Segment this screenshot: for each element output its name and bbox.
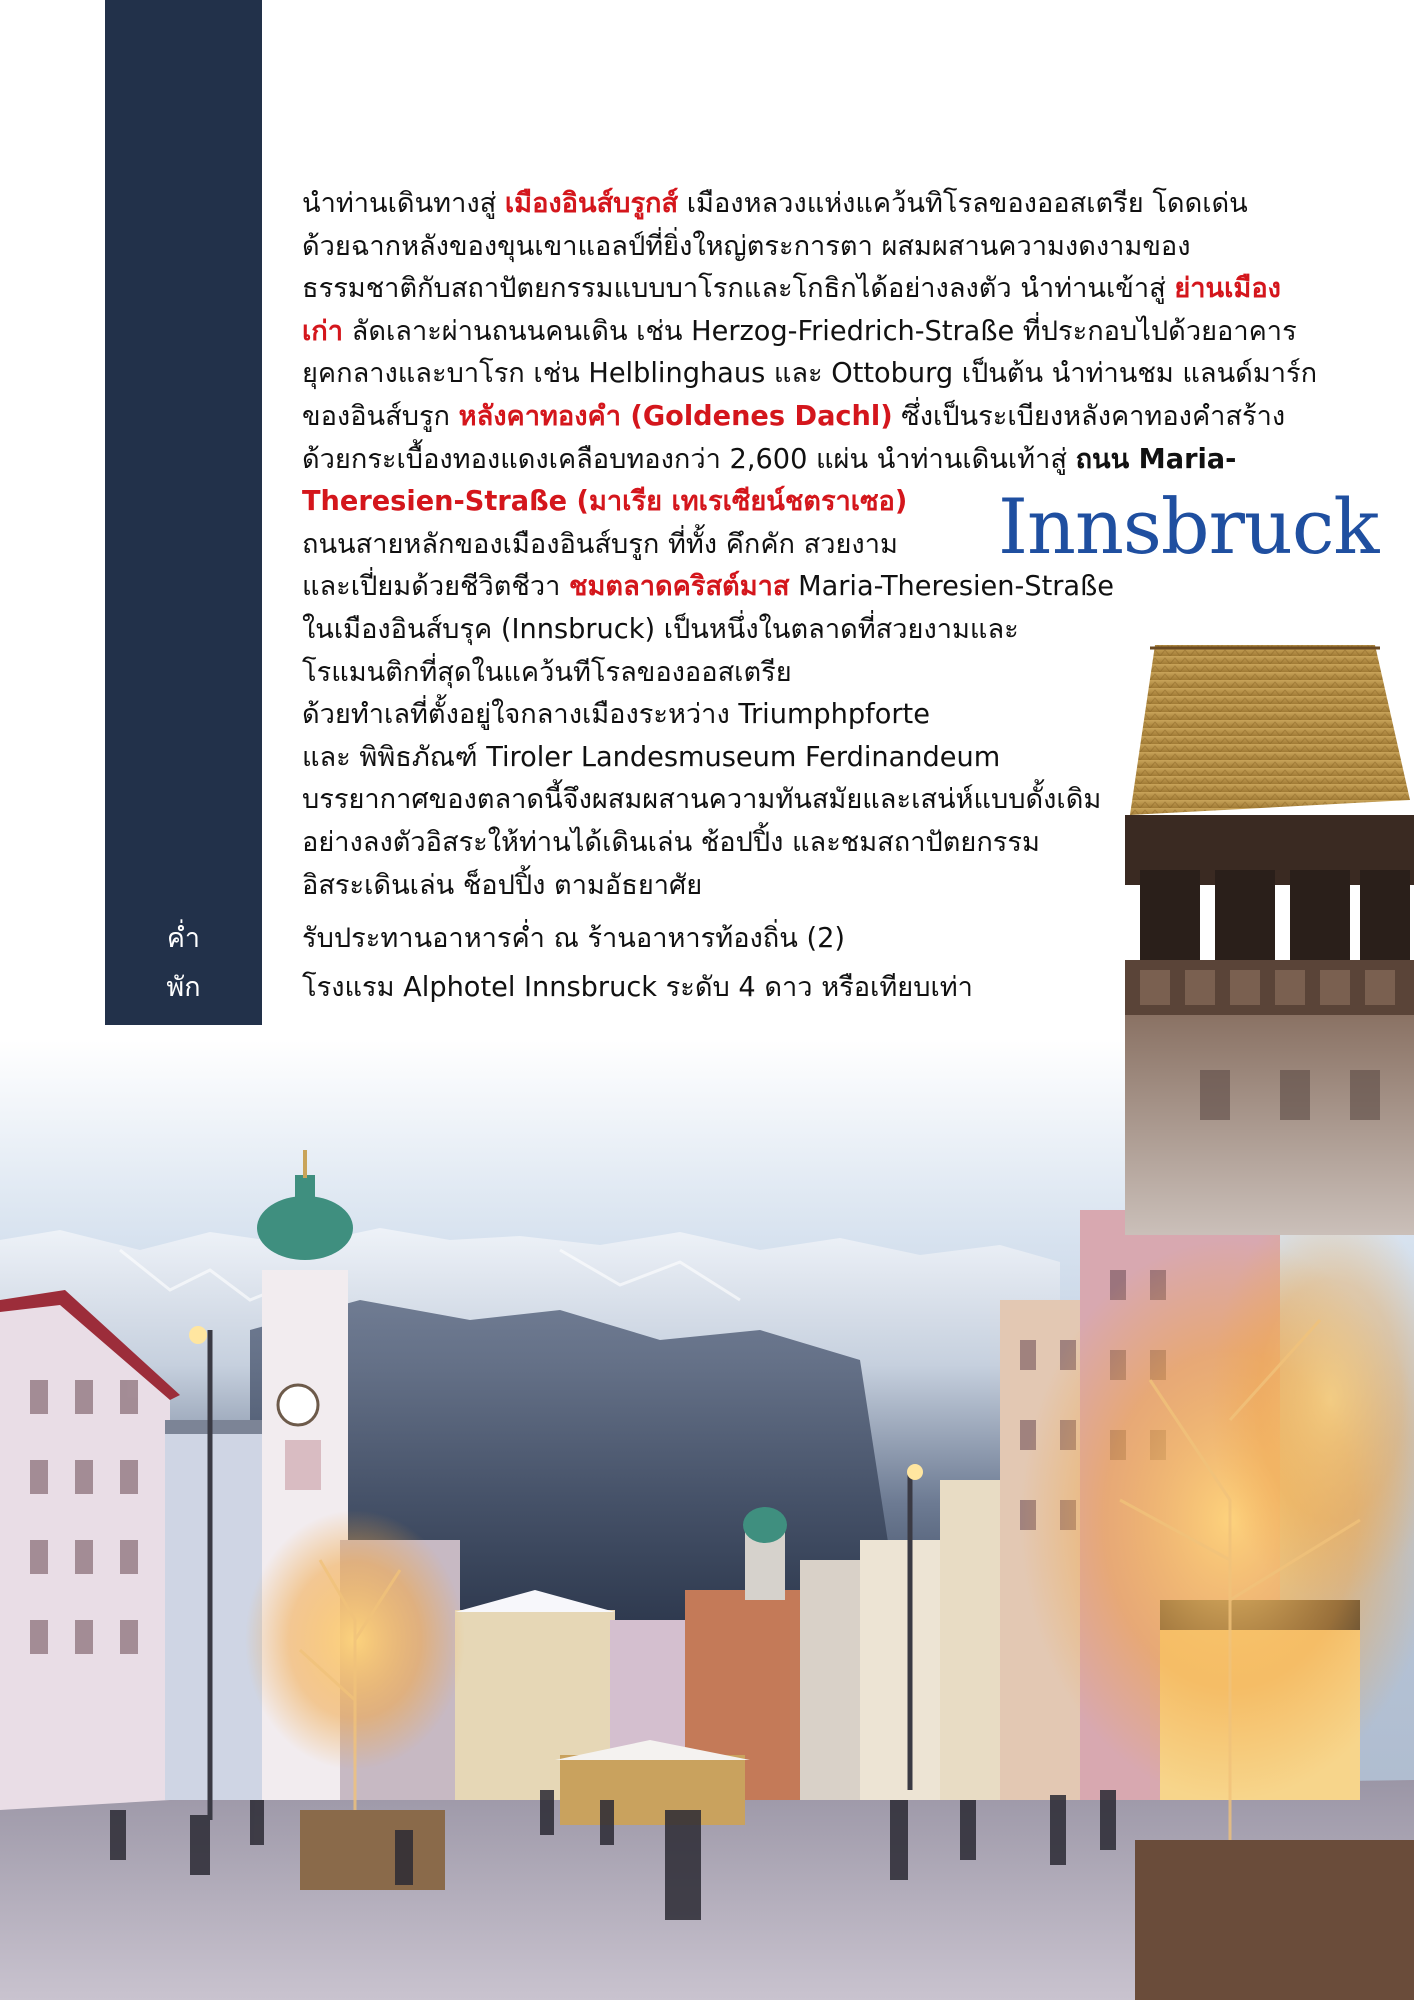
body-text: เมืองหลวงแห่งแคว้นทิโรลของออสเตรีย โดดเด่น — [678, 188, 1248, 219]
body-text: ธรรมชาติกับสถาปัตยกรรมแบบบาโรกและโกธิกได้อย่างลงตัว นำท่านเข้าสู่ — [302, 273, 1175, 305]
left-sidebar-band — [105, 0, 262, 1025]
highlight-text: เก่า — [302, 315, 344, 347]
highlight-text: ย่านเมือง — [1174, 273, 1281, 305]
body-text: และ พิพิธภัณฑ์ Tiroler Landesmuseum Ferdinandeum — [302, 741, 1001, 773]
body-text: อย่างลงตัวอิสระให้ท่านได้เดินเล่น ช้อปปิ้ง และชมสถาปัตยกรรม — [302, 826, 1040, 858]
body-text: ด้วยกระเบื้องทองแดงเคลือบทองกว่า 2,600 แผ่น นำท่านเดินเท้าสู่ — [302, 443, 1076, 475]
highlight-text: ชมตลาดคริสต์มาส — [569, 571, 790, 603]
body-text: ในเมืองอินส์บรุค (Innsbruck) เป็นหนึ่งในตลาดที่สวยงามและ — [302, 613, 1019, 645]
itinerary-line — [302, 694, 1342, 737]
body-text: โรแมนติกที่สุดในแคว้นทีโรลของออสเตรีย — [302, 656, 792, 688]
itinerary-line — [302, 396, 1342, 439]
itinerary-line — [302, 652, 1342, 695]
highlight-text: Theresien-Straße (มาเรีย เทเรเซียน์ชตราเซอ) — [302, 486, 908, 518]
body-text: ด้วยทำเลที่ตั้งอยู่ใจกลางเมืองระหว่าง Triumphpforte — [302, 699, 930, 731]
itinerary-line — [302, 737, 1342, 780]
highlight-text: เมืองอินส์บรูกส์ — [504, 188, 679, 219]
accommodation-label: พัก — [166, 972, 201, 1003]
bold-text: ถนน Maria- — [1075, 443, 1237, 475]
body-text: Maria-Theresien-Straße — [789, 571, 1114, 603]
city-title: Innsbruck — [998, 482, 1379, 571]
body-text: ลัดเลาะผ่านถนนคนเดิน เช่น Herzog-Friedrich-Straße ที่ประกอบไปด้วยอาคาร — [343, 315, 1297, 347]
itinerary-line — [302, 311, 1342, 354]
body-text: ซึ่งเป็นระเบียงหลังคาทองคำสร้าง — [892, 400, 1286, 432]
body-text: ถนนสายหลักของเมืองอินส์บรูก ที่ทั้ง คึกคัก สวยงาม — [302, 528, 898, 560]
itinerary-line — [302, 865, 1342, 908]
itinerary-line — [302, 566, 1342, 609]
itinerary-line — [302, 353, 1342, 396]
body-text: และเปี่ยมด้วยชีวิตชีวา — [302, 571, 570, 603]
body-text: ยุคกลางและบาโรก เช่น Helblinghaus และ Ottoburg เป็นต้น นำท่านชม แลนด์มาร์ก — [302, 358, 1318, 390]
dinner-label: ค่ำ — [166, 923, 201, 954]
itinerary-line — [302, 439, 1342, 482]
itinerary-line — [302, 822, 1342, 865]
body-text: นำท่านเดินทางสู่ — [302, 188, 505, 219]
body-text: ด้วยฉากหลังของขุนเขาแอลป์ที่ยิ่งใหญ่ตระการตา ผสมผสานความงดงามของ — [302, 230, 1191, 262]
itinerary-line — [302, 779, 1342, 822]
itinerary-line — [302, 183, 1342, 226]
itinerary-line — [302, 226, 1342, 269]
hotel-text: โรงแรม Alphotel Innsbruck ระดับ 4 ดาว หรือเทียบเท่า — [302, 972, 973, 1003]
itinerary-line — [302, 268, 1342, 311]
body-text: ของอินส์บรูก — [302, 400, 459, 432]
body-text: อิสระเดินเล่น ช็อปปิ้ง ตามอัธยาศัย — [302, 869, 703, 901]
highlight-text: หลังคาทองคำ (Goldenes Dachl) — [458, 400, 893, 432]
dinner-text: รับประทานอาหารค่ำ ณ ร้านอาหารท้องถิ่น (2) — [302, 923, 846, 954]
itinerary-line — [302, 609, 1342, 652]
body-text: บรรยากาศของตลาดนี้จึงผสมผสานความทันสมัยและเสน่ห์แบบดั้งเดิม — [302, 784, 1102, 816]
